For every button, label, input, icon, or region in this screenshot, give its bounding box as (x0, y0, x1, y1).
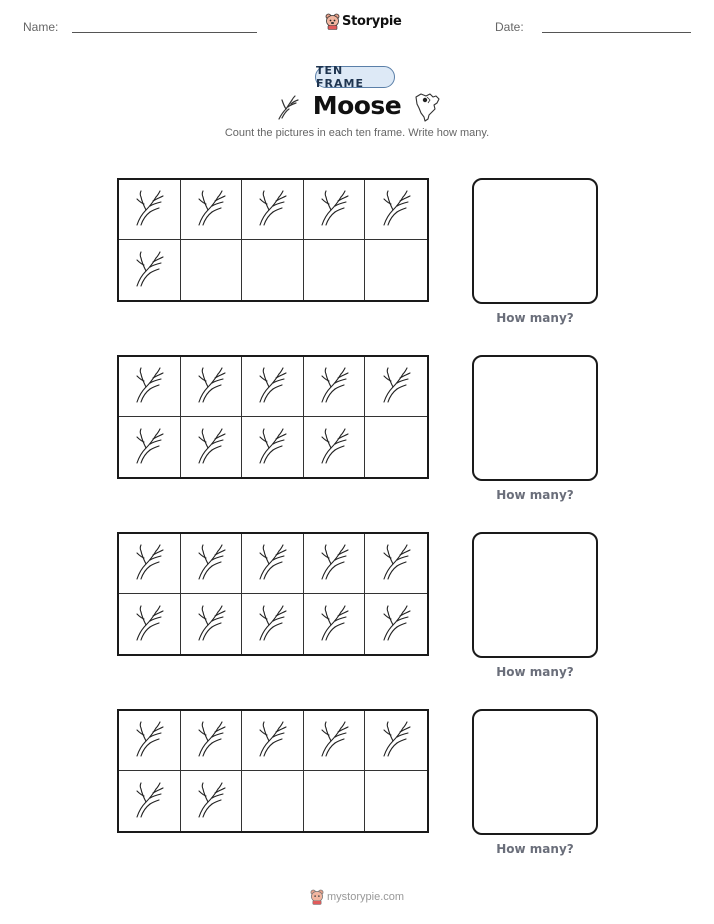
ten-frame-cell (242, 180, 304, 240)
ten-frame-cell (181, 417, 243, 477)
ten-frame-cell (242, 417, 304, 477)
ten-frame-cell (304, 594, 366, 654)
brand-name: Storypie (342, 14, 402, 29)
moose-antler-icon (194, 364, 228, 409)
ten-frame-cell (242, 357, 304, 417)
moose-antler-icon (194, 718, 228, 763)
ten-frame-cell (304, 357, 366, 417)
moose-antler-icon (379, 541, 413, 586)
moose-antler-icon (132, 779, 166, 824)
ten-frame-cell (242, 771, 304, 831)
moose-antler-icon (194, 779, 228, 824)
how-many-label: How many? (496, 311, 574, 325)
moose-antler-icon (194, 602, 228, 647)
moose-antler-icon (194, 187, 228, 232)
answer-box[interactable] (472, 178, 598, 304)
ten-frame-cell (365, 240, 427, 300)
ten-frame-cell (181, 357, 243, 417)
footer-url[interactable]: mystorypie.com (327, 891, 405, 903)
ten-frame-badge: TEN FRAME (315, 66, 395, 88)
brand-logo (325, 13, 402, 30)
ten-frame-cell (242, 534, 304, 594)
moose-antler-icon (255, 364, 289, 409)
footer (0, 889, 714, 905)
moose-antler-icon (379, 187, 413, 232)
moose-antler-icon (132, 602, 166, 647)
ten-frame-cell (181, 594, 243, 654)
answer-box[interactable] (472, 709, 598, 835)
ten-frame-cell (365, 711, 427, 771)
moose-antler-icon (317, 187, 351, 232)
ten-frame-cell (119, 417, 181, 477)
moose-antler-icon (255, 187, 289, 232)
ten-frame-cell (242, 594, 304, 654)
page-title: Moose (312, 91, 402, 120)
ten-frame-cell (181, 534, 243, 594)
ten-frame-cell (365, 771, 427, 831)
date-line[interactable] (542, 32, 691, 33)
moose-antler-icon (379, 718, 413, 763)
ten-frame-cell (365, 417, 427, 477)
ten-frame-cell (242, 711, 304, 771)
ten-frame-cell (181, 711, 243, 771)
ten-frame-cell (119, 771, 181, 831)
ten-frame-cell (181, 771, 243, 831)
ten-frame-cell (365, 534, 427, 594)
name-line[interactable] (72, 32, 257, 33)
ten-frame-cell (119, 534, 181, 594)
moose-antler-icon (194, 541, 228, 586)
ten-frame-cell (181, 240, 243, 300)
moose-antler-icon (379, 602, 413, 647)
ten-frame-cell (304, 534, 366, 594)
ten-frame-cell (304, 711, 366, 771)
how-many-label: How many? (496, 842, 574, 856)
answer-box[interactable] (472, 355, 598, 481)
ten-frame-cell (119, 240, 181, 300)
ten-frame-cell (365, 594, 427, 654)
moose-antler-icon (132, 187, 166, 232)
ten-frame (117, 532, 429, 656)
moose-antler-icon (132, 541, 166, 586)
date-label: Date: (495, 20, 524, 34)
moose-antler-icon (317, 602, 351, 647)
ten-frame (117, 178, 429, 302)
north-america-map-icon (413, 91, 443, 123)
moose-antler-icon (132, 248, 166, 293)
answer-box[interactable] (472, 532, 598, 658)
ten-frame-cell (181, 180, 243, 240)
ten-frame (117, 709, 429, 833)
name-label: Name: (23, 20, 59, 34)
moose-antler-icon (255, 718, 289, 763)
moose-antler-icon (132, 718, 166, 763)
ten-frame-cell (304, 240, 366, 300)
ten-frame (117, 355, 429, 479)
moose-antler-icon (255, 541, 289, 586)
moose-antler-icon (317, 364, 351, 409)
ten-frame-cell (304, 417, 366, 477)
ten-frame-cell (119, 711, 181, 771)
instructions: Count the pictures in each ten frame. Write how many. (224, 127, 490, 139)
ten-frame-cell (242, 240, 304, 300)
ten-frame-cell (365, 180, 427, 240)
storypie-bear-icon (325, 13, 340, 30)
moose-antler-icon (255, 602, 289, 647)
ten-frame-cell (119, 357, 181, 417)
ten-frame-cell (304, 771, 366, 831)
storypie-bear-icon (310, 889, 324, 905)
ten-frame-cell (119, 180, 181, 240)
moose-antler-icon (317, 718, 351, 763)
moose-antler-icon (317, 425, 351, 470)
moose-antler-icon (194, 425, 228, 470)
moose-antler-icon (132, 364, 166, 409)
ten-frame-cell (304, 180, 366, 240)
ten-frame-cell (119, 594, 181, 654)
ten-frame-cell (365, 357, 427, 417)
moose-antler-icon (132, 425, 166, 470)
how-many-label: How many? (496, 665, 574, 679)
how-many-label: How many? (496, 488, 574, 502)
moose-antler-icon (317, 541, 351, 586)
moose-antler-icon (255, 425, 289, 470)
moose-antler-icon (379, 364, 413, 409)
